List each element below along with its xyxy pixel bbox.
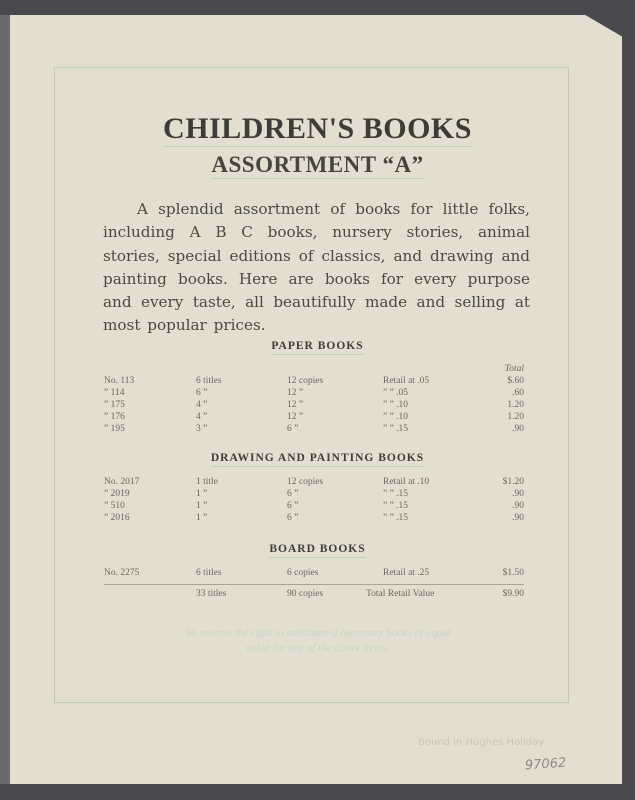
section-heading-text: PAPER BOOKS (271, 340, 363, 355)
item-number: ” 510 (104, 501, 125, 511)
table-row (104, 489, 524, 501)
item-retail: ” ” .10 (383, 400, 409, 410)
item-retail: ” ” .15 (383, 513, 409, 523)
item-total: $1.50 (502, 568, 524, 578)
table-row (104, 513, 524, 525)
item-total: $.60 (507, 376, 524, 386)
item-copies: 12 copies (287, 477, 324, 487)
item-copies: 12 copies (287, 376, 324, 386)
item-number: No. 113 (104, 376, 135, 386)
table-row (104, 376, 524, 388)
board-books-table (104, 568, 524, 580)
item-total: 1.20 (507, 412, 524, 422)
paper-books-table (104, 364, 524, 436)
item-total: .60 (512, 388, 524, 398)
item-titles: 1 ” (196, 501, 208, 511)
title-text: CHILDREN'S BOOKS (163, 112, 472, 145)
item-retail: Retail at .05 (383, 376, 430, 386)
item-number: No. 2017 (104, 477, 140, 487)
summary-copies: 90 copies (287, 589, 324, 599)
item-number: ” 2019 (104, 489, 130, 499)
table-row (104, 412, 524, 424)
section-heading-board-books (0, 543, 635, 555)
item-titles: 4 ” (196, 412, 208, 422)
table-row (104, 400, 524, 412)
table-row (104, 424, 524, 436)
item-total: .90 (512, 501, 524, 511)
page-title (0, 112, 635, 146)
item-retail: ” ” .05 (383, 388, 409, 398)
item-copies: 12 ” (287, 412, 304, 422)
item-total: .90 (512, 513, 524, 523)
page-subtitle (0, 152, 635, 178)
item-total: $1.20 (502, 477, 524, 487)
item-number: ” 2016 (104, 513, 130, 523)
subtitle-text: ASSORTMENT “A” (211, 152, 424, 177)
item-titles: 6 ” (196, 388, 208, 398)
item-number: ” 175 (104, 400, 125, 410)
section-heading-text: DRAWING AND PAINTING BOOKS (211, 452, 424, 467)
summary-row-table (104, 589, 524, 601)
pencil-annotation: Bound in Hughes Holiday (418, 737, 545, 748)
item-copies: 12 ” (287, 388, 304, 398)
table-row (104, 388, 524, 400)
item-number: ” 195 (104, 424, 125, 434)
substitution-note-line-2: value for any of the above items. (245, 642, 390, 654)
item-total: .90 (512, 424, 524, 434)
item-retail: ” ” .15 (383, 489, 409, 499)
item-total: .90 (512, 489, 524, 499)
item-retail: ” ” .10 (383, 412, 409, 422)
item-retail: Retail at .25 (383, 568, 430, 578)
item-retail: ” ” .15 (383, 424, 409, 434)
item-copies: 6 ” (287, 513, 299, 523)
table-row (104, 477, 524, 489)
table-header-row (104, 364, 524, 376)
item-total: 1.20 (507, 400, 524, 410)
item-titles: 4 ” (196, 400, 208, 410)
item-copies: 6 ” (287, 489, 299, 499)
item-retail: ” ” .15 (383, 501, 409, 511)
item-retail: Retail at .10 (383, 477, 430, 487)
total-column-header: Total (504, 364, 524, 374)
drawing-books-table (104, 477, 524, 525)
section-heading-paper-books (0, 340, 635, 352)
item-titles: 1 ” (196, 513, 208, 523)
summary-label: Total Retail Value (366, 589, 435, 599)
intro-paragraph: A splendid assortment of books for little folks, including A B C books, nursery stories, animal stories, special editions of classics, and drawing and painting books. Here are books for every purpose and every taste, all beautifully made and selling at most popular prices. (103, 200, 530, 335)
item-copies: 6 ” (287, 424, 299, 434)
item-number: ” 176 (104, 412, 125, 422)
item-titles: 6 titles (196, 376, 222, 386)
section-heading-text: BOARD BOOKS (269, 543, 365, 558)
summary-total: $9.90 (502, 589, 524, 599)
item-titles: 1 ” (196, 489, 208, 499)
item-number: No. 2275 (104, 568, 140, 578)
catalog-number: 97062 (524, 755, 567, 774)
summary-divider (104, 584, 524, 585)
substitution-note-line-1: We reserve the right to substitute if necessary books of equal (184, 627, 451, 639)
item-titles: 1 title (196, 477, 218, 487)
summary-titles: 33 titles (196, 589, 227, 599)
section-heading-drawing-painting (0, 452, 635, 464)
summary-row (104, 589, 524, 601)
item-number: ” 114 (104, 388, 125, 398)
item-copies: 6 copies (287, 568, 319, 578)
item-copies: 6 ” (287, 501, 299, 511)
item-titles: 6 titles (196, 568, 222, 578)
table-row (104, 568, 524, 580)
item-titles: 3 ” (196, 424, 208, 434)
table-row (104, 501, 524, 513)
item-copies: 12 ” (287, 400, 304, 410)
